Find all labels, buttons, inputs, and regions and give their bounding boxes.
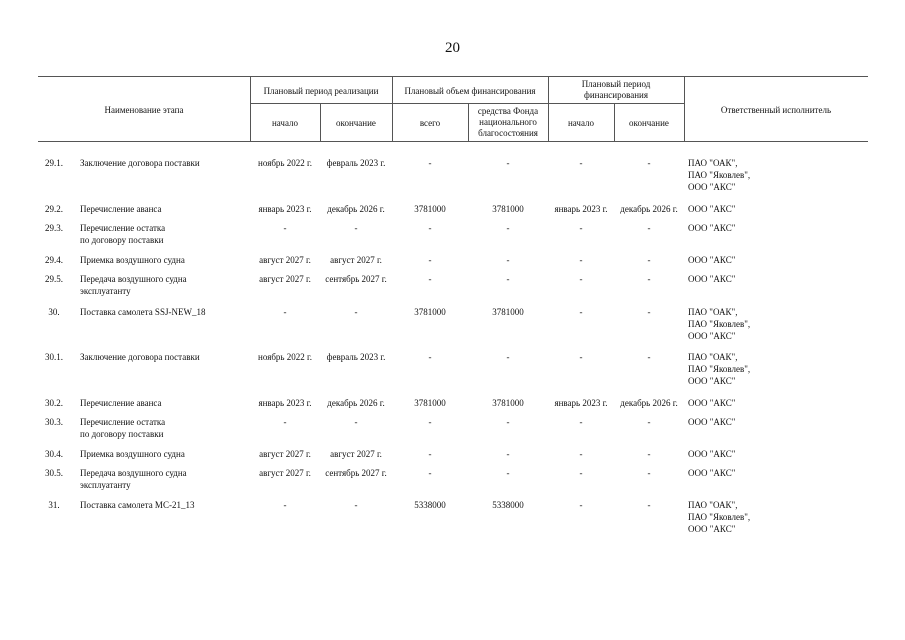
finance-period-end: декабрь 2026 г. [620,204,678,214]
stage-name: Перечисление аванса [80,398,162,408]
row-number: 29.4. [45,255,63,265]
responsible: ООО "АКС" [688,417,736,427]
period-end: август 2027 г. [330,449,382,459]
period-end: февраль 2023 г. [326,158,386,168]
finance-total: - [428,417,432,427]
finance-total: - [428,352,432,362]
finance-fund: 3781000 [492,307,524,317]
header-fund: средства Фонда национального благосостояния [477,106,539,138]
finance-period-end: - [647,274,651,284]
finance-period-end: - [647,158,651,168]
period-start: август 2027 г. [259,255,311,265]
finance-period-start: - [579,352,583,362]
finance-period-end: - [647,255,651,265]
finance-period-start: - [579,468,583,478]
period-end: - [354,417,358,427]
period-start: ноябрь 2022 г. [258,352,312,362]
period-end: - [354,223,358,233]
finance-fund: - [506,255,510,265]
finance-total: - [428,255,432,265]
row-number: 30.4. [45,449,63,459]
period-end: февраль 2023 г. [326,352,386,362]
page-number: 20 [445,40,460,56]
period-start: август 2027 г. [259,449,311,459]
period-end: сентябрь 2027 г. [325,274,387,284]
stage-name: Поставка самолета МС-21_13 [80,500,195,510]
finance-fund: - [506,274,510,284]
period-end: - [354,500,358,510]
header-middle-rule [250,103,684,104]
responsible: ПАО "ОАК", ПАО "Яковлев", ООО "АКС" [688,500,751,534]
finance-period-end: - [647,449,651,459]
responsible: ООО "АКС" [688,398,736,408]
responsible: ПАО "ОАК", ПАО "Яковлев", ООО "АКС" [688,158,751,192]
finance-period-end: - [647,307,651,317]
header-end: окончание [336,118,376,128]
period-start: август 2027 г. [259,274,311,284]
period-end: декабрь 2026 г. [327,398,385,408]
row-number: 30.3. [45,417,63,427]
finance-total: 5338000 [414,500,446,510]
responsible: ООО "АКС" [688,204,736,214]
finance-period-start: январь 2023 г. [554,398,608,408]
header-top-rule [38,76,868,77]
finance-period-end: - [647,500,651,510]
finance-period-end: - [647,417,651,427]
header-plan-finance-period: Плановый период финансирования [581,79,651,100]
row-number: 29.2. [45,204,63,214]
row-number: 29.1. [45,158,63,168]
finance-period-start: - [579,307,583,317]
finance-period-start: - [579,255,583,265]
finance-fund: 3781000 [492,204,524,214]
stage-name: Перечисление остатка по договору поставки [80,417,166,439]
responsible: ООО "АКС" [688,468,736,478]
stage-name: Заключение договора поставки [80,352,200,362]
finance-fund: 5338000 [492,500,524,510]
row-number: 29.3. [45,223,63,233]
finance-total: - [428,223,432,233]
period-start: январь 2023 г. [258,398,312,408]
period-start: - [283,307,287,317]
finance-period-start: - [579,223,583,233]
finance-period-start: - [579,158,583,168]
finance-period-start: - [579,274,583,284]
stage-name: Передача воздушного судна эксплуатанту [80,468,187,490]
responsible: ООО "АКС" [688,255,736,265]
row-number: 29.5. [45,274,63,284]
header-bottom-rule [38,141,868,142]
finance-total: - [428,449,432,459]
stage-name: Приемка воздушного судна [80,449,185,459]
header-plan-period: Плановый период реализации [263,86,379,96]
finance-total: - [428,274,432,284]
finance-total: 3781000 [414,398,446,408]
period-end: - [354,307,358,317]
row-number: 30. [48,307,60,317]
period-start: ноябрь 2022 г. [258,158,312,168]
finance-total: - [428,468,432,478]
finance-total: 3781000 [414,204,446,214]
period-end: август 2027 г. [330,255,382,265]
finance-fund: 3781000 [492,398,524,408]
period-start: январь 2023 г. [258,204,312,214]
header-stage-name: Наименование этапа [104,105,184,115]
finance-period-start: - [579,449,583,459]
finance-period-start: - [579,417,583,427]
header-finance-end: окончание [629,118,669,128]
finance-fund: - [506,158,510,168]
header-total: всего [419,118,441,128]
responsible: ПАО "ОАК", ПАО "Яковлев", ООО "АКС" [688,307,751,341]
period-start: - [283,223,287,233]
row-number: 30.2. [45,398,63,408]
finance-total: 3781000 [414,307,446,317]
header-start: начало [271,118,299,128]
row-number: 30.5. [45,468,63,478]
finance-period-end: - [647,352,651,362]
finance-fund: - [506,417,510,427]
period-start: - [283,500,287,510]
stage-name: Заключение договора поставки [80,158,200,168]
finance-period-end: - [647,223,651,233]
stage-name: Перечисление аванса [80,204,162,214]
finance-period-start: - [579,500,583,510]
finance-fund: - [506,468,510,478]
stage-name: Поставка самолета SSJ-NEW_18 [80,307,206,317]
header-plan-finance-volume: Плановый объем финансирования [404,86,536,96]
stage-name: Приемка воздушного судна [80,255,185,265]
period-end: сентябрь 2027 г. [325,468,387,478]
header-responsible: Ответственный исполнитель [720,105,832,115]
period-start: август 2027 г. [259,468,311,478]
responsible: ООО "АКС" [688,449,736,459]
stage-name: Передача воздушного судна эксплуатанту [80,274,187,296]
header-finance-start: начало [567,118,595,128]
finance-period-end: декабрь 2026 г. [620,398,678,408]
period-end: декабрь 2026 г. [327,204,385,214]
row-number: 31. [48,500,60,510]
finance-fund: - [506,449,510,459]
responsible: ПАО "ОАК", ПАО "Яковлев", ООО "АКС" [688,352,751,386]
period-start: - [283,417,287,427]
row-number: 30.1. [45,352,63,362]
finance-period-start: январь 2023 г. [554,204,608,214]
finance-total: - [428,158,432,168]
finance-period-end: - [647,468,651,478]
finance-fund: - [506,223,510,233]
stage-name: Перечисление остатка по договору поставки [80,223,166,245]
finance-fund: - [506,352,510,362]
responsible: ООО "АКС" [688,274,736,284]
responsible: ООО "АКС" [688,223,736,233]
